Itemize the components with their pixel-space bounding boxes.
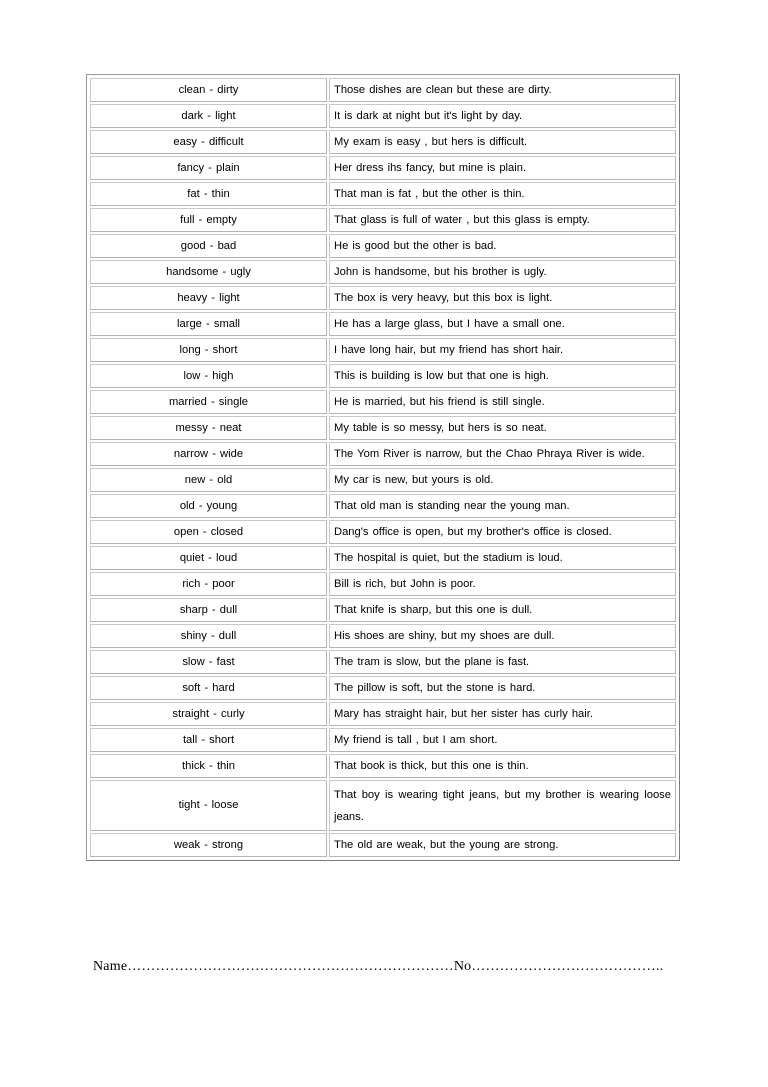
word-pair-cell: good - bad	[90, 234, 327, 258]
table-row	[90, 338, 676, 362]
example-sentence-cell: Bill is rich, but John is poor.	[329, 572, 676, 596]
example-sentence-cell: That old man is standing near the young man.	[329, 494, 676, 518]
word-pair-cell: sharp - dull	[90, 598, 327, 622]
example-sentence-cell: That glass is full of water , but this glass is empty.	[329, 208, 676, 232]
table-row	[90, 312, 676, 336]
table-row	[90, 546, 676, 570]
name-number-line: Name……………………………………………………………No…………………………………..	[93, 959, 664, 974]
table-row	[90, 624, 676, 648]
word-pair-cell: low - high	[90, 364, 327, 388]
table-row	[90, 754, 676, 778]
example-sentence-cell: That knife is sharp, but this one is dull.	[329, 598, 676, 622]
table-row	[90, 494, 676, 518]
table-row	[90, 676, 676, 700]
example-sentence-cell: His shoes are shiny, but my shoes are dull.	[329, 624, 676, 648]
word-pair-cell: easy - difficult	[90, 130, 327, 154]
word-pair-cell: open - closed	[90, 520, 327, 544]
vocabulary-table-frame	[86, 74, 680, 861]
word-pair-cell: straight - curly	[90, 702, 327, 726]
table-row	[90, 286, 676, 310]
table-row	[90, 728, 676, 752]
word-pair-cell: old - young	[90, 494, 327, 518]
word-pair-cell: clean - dirty	[90, 78, 327, 102]
table-row	[90, 104, 676, 128]
word-pair-cell: fancy - plain	[90, 156, 327, 180]
word-pair-cell: handsome - ugly	[90, 260, 327, 284]
table-row	[90, 364, 676, 388]
table-row	[90, 833, 676, 857]
word-pair-cell: large - small	[90, 312, 327, 336]
example-sentence-cell: That boy is wearing tight jeans, but my brother is wearing loose jeans.	[329, 780, 676, 831]
example-sentence-cell: He is married, but his friend is still single.	[329, 390, 676, 414]
example-sentence-cell: That book is thick, but this one is thin.	[329, 754, 676, 778]
word-pair-cell: fat - thin	[90, 182, 327, 206]
example-sentence-cell: The old are weak, but the young are strong.	[329, 833, 676, 857]
word-pair-cell: narrow - wide	[90, 442, 327, 466]
example-sentence-cell: He has a large glass, but I have a small one.	[329, 312, 676, 336]
table-row	[90, 598, 676, 622]
word-pair-cell: full - empty	[90, 208, 327, 232]
example-sentence-cell: The pillow is soft, but the stone is hard.	[329, 676, 676, 700]
table-row	[90, 260, 676, 284]
table-row	[90, 78, 676, 102]
table-row	[90, 520, 676, 544]
word-pair-cell: thick - thin	[90, 754, 327, 778]
table-row	[90, 780, 676, 831]
table-row	[90, 208, 676, 232]
table-row	[90, 442, 676, 466]
example-sentence-cell: Mary has straight hair, but her sister has curly hair.	[329, 702, 676, 726]
example-sentence-cell: The hospital is quiet, but the stadium is loud.	[329, 546, 676, 570]
word-pair-cell: married - single	[90, 390, 327, 414]
example-sentence-cell: It is dark at night but it's light by day.	[329, 104, 676, 128]
example-sentence-cell: The tram is slow, but the plane is fast.	[329, 650, 676, 674]
table-row	[90, 572, 676, 596]
word-pair-cell: weak - strong	[90, 833, 327, 857]
example-sentence-cell: Those dishes are clean but these are dirty.	[329, 78, 676, 102]
table-row	[90, 702, 676, 726]
example-sentence-cell: This is building is low but that one is high.	[329, 364, 676, 388]
example-sentence-cell: He is good but the other is bad.	[329, 234, 676, 258]
word-pair-cell: quiet - loud	[90, 546, 327, 570]
example-sentence-cell: Her dress ihs fancy, but mine is plain.	[329, 156, 676, 180]
example-sentence-cell: My friend is tall , but I am short.	[329, 728, 676, 752]
table-row	[90, 182, 676, 206]
example-sentence-cell: My table is so messy, but hers is so neat.	[329, 416, 676, 440]
table-row	[90, 390, 676, 414]
table-row	[90, 650, 676, 674]
word-pair-cell: new - old	[90, 468, 327, 492]
word-pair-cell: long - short	[90, 338, 327, 362]
word-pair-cell: tall - short	[90, 728, 327, 752]
example-sentence-cell: My car is new, but yours is old.	[329, 468, 676, 492]
word-pair-cell: heavy - light	[90, 286, 327, 310]
example-sentence-cell: That man is fat , but the other is thin.	[329, 182, 676, 206]
table-row	[90, 130, 676, 154]
table-row	[90, 234, 676, 258]
word-pair-cell: shiny - dull	[90, 624, 327, 648]
example-sentence-cell: The box is very heavy, but this box is light.	[329, 286, 676, 310]
table-row	[90, 156, 676, 180]
example-sentence-cell: The Yom River is narrow, but the Chao Phraya River is wide.	[329, 442, 676, 466]
example-sentence-cell: Dang's office is open, but my brother's office is closed.	[329, 520, 676, 544]
word-pair-cell: slow - fast	[90, 650, 327, 674]
word-pair-cell: rich - poor	[90, 572, 327, 596]
example-sentence-cell: I have long hair, but my friend has short hair.	[329, 338, 676, 362]
opposites-table	[88, 76, 678, 859]
word-pair-cell: tight - loose	[90, 780, 327, 831]
word-pair-cell: messy - neat	[90, 416, 327, 440]
table-row	[90, 416, 676, 440]
example-sentence-cell: John is handsome, but his brother is ugly.	[329, 260, 676, 284]
example-sentence-cell: My exam is easy , but hers is difficult.	[329, 130, 676, 154]
word-pair-cell: dark - light	[90, 104, 327, 128]
word-pair-cell: soft - hard	[90, 676, 327, 700]
table-row	[90, 468, 676, 492]
